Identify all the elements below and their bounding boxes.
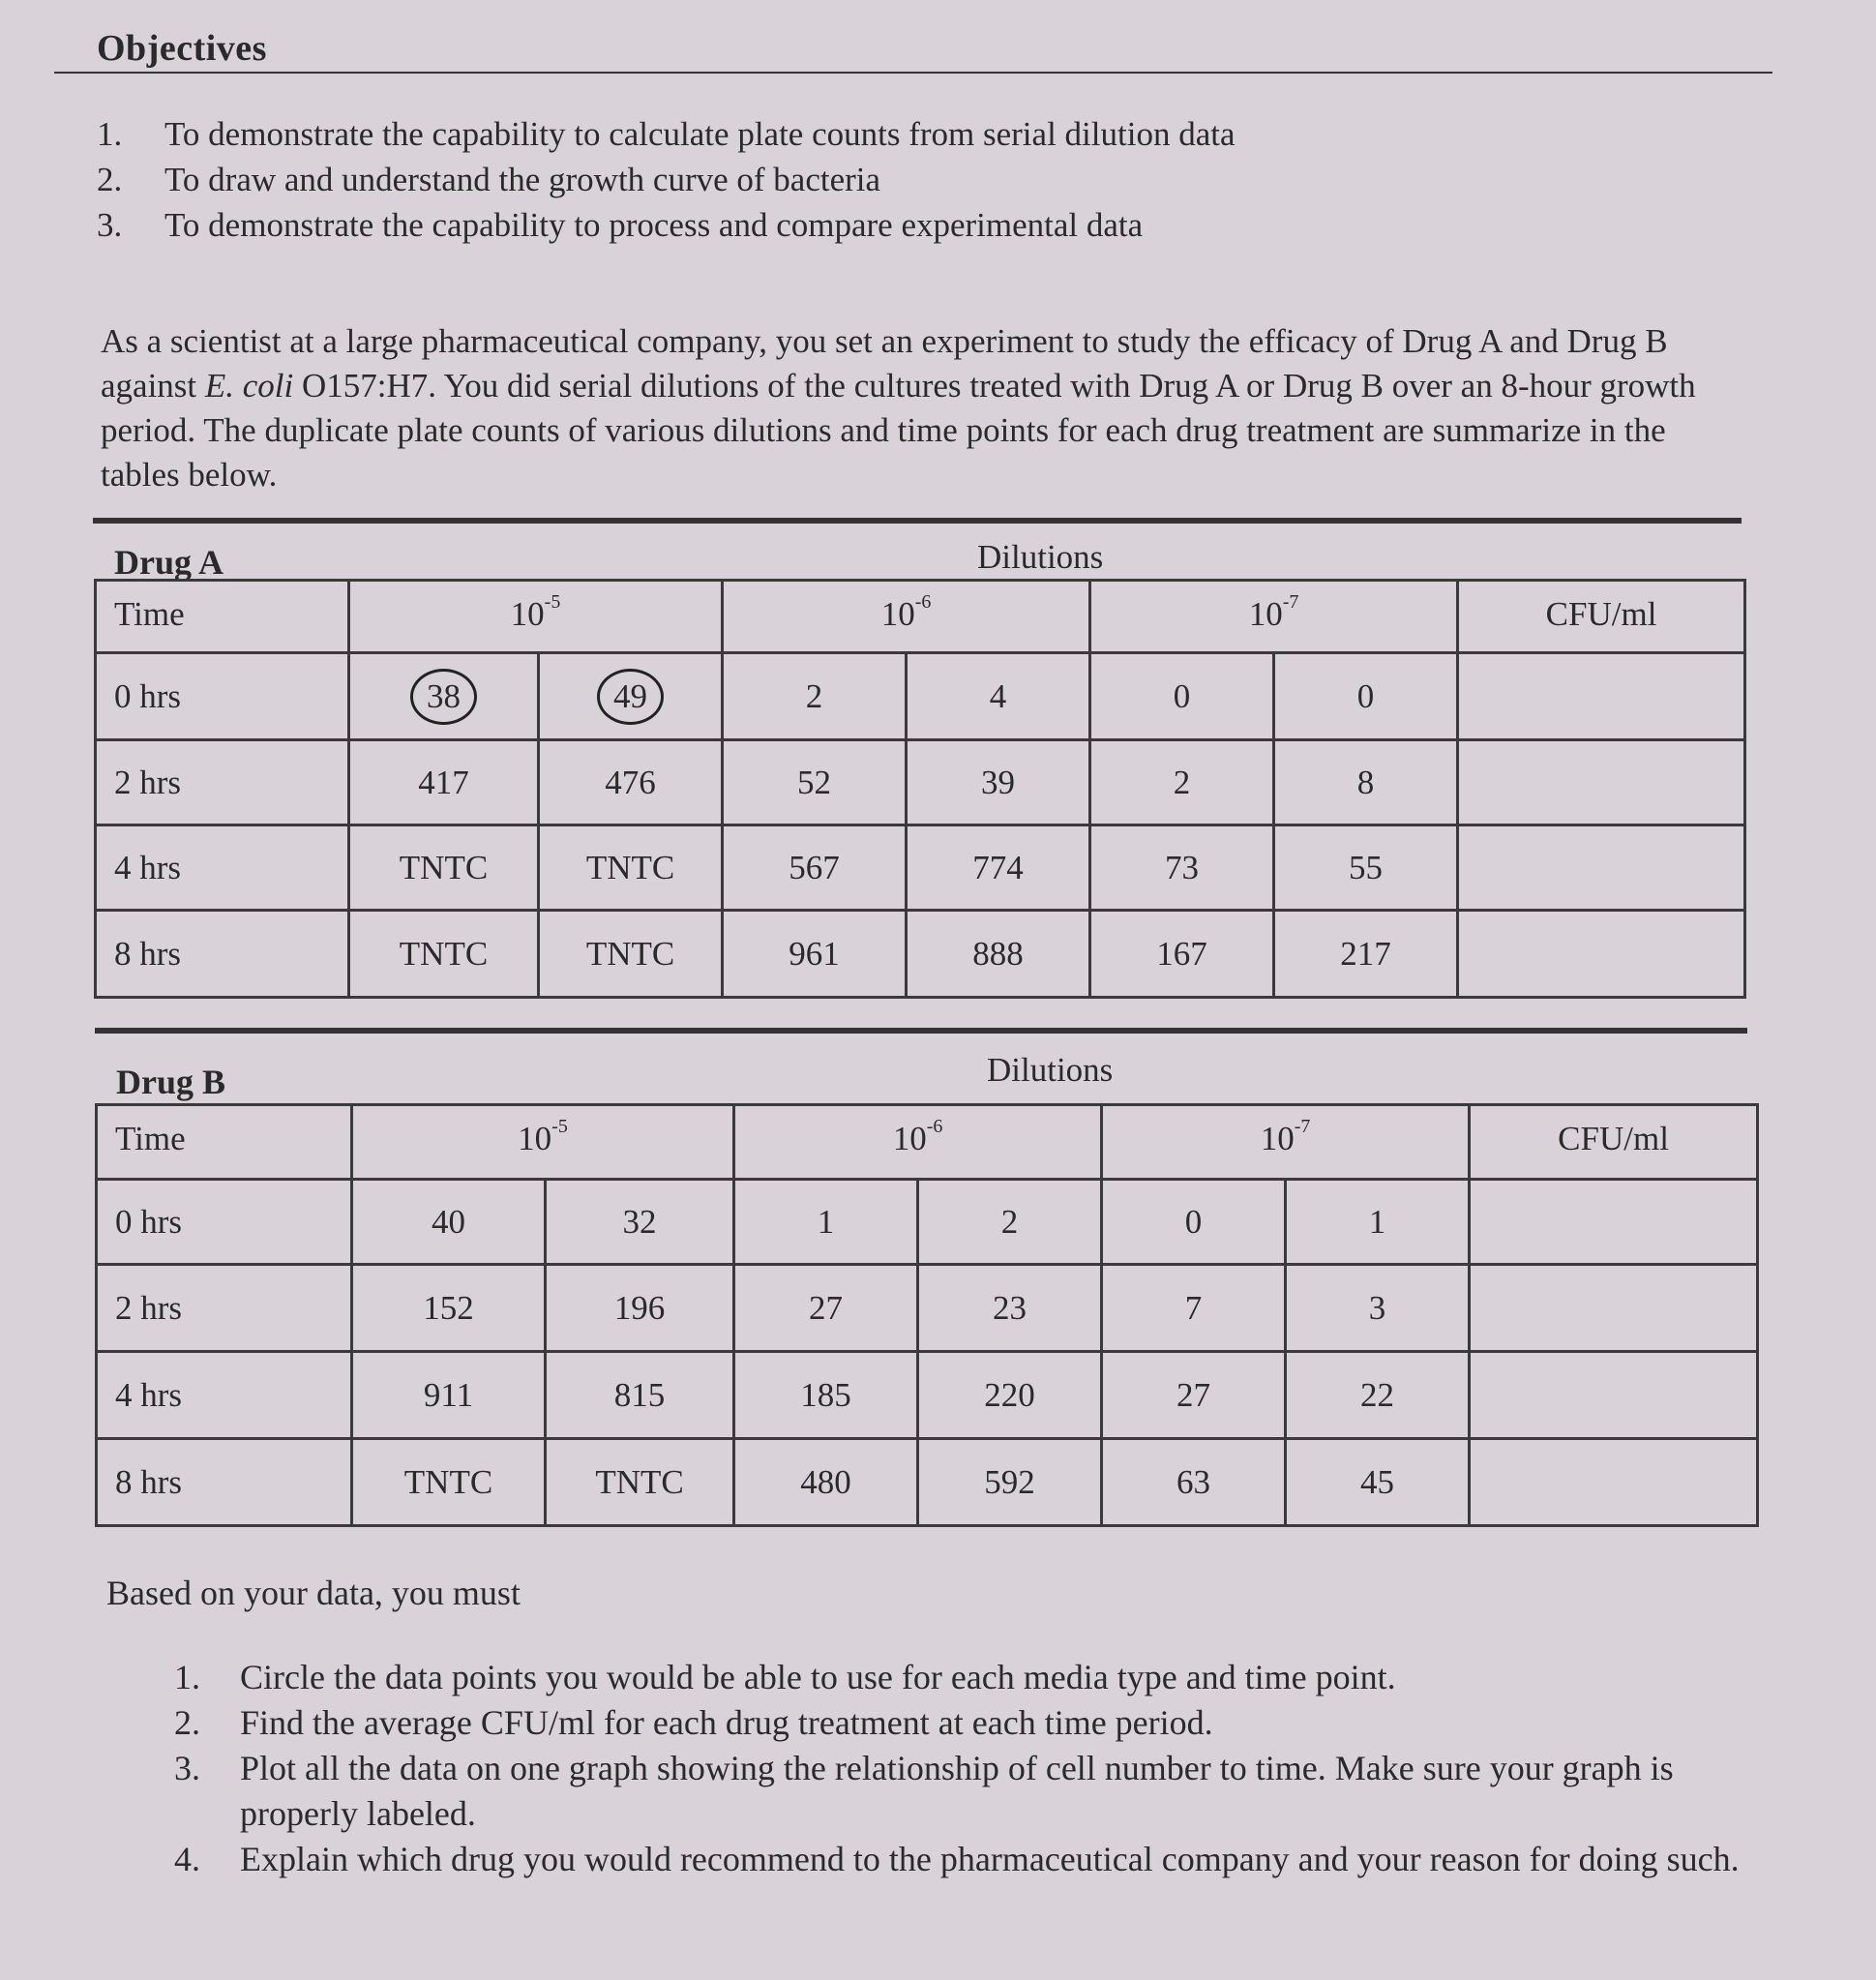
dilution-header-1e-5: $10^{-5}$ — [352, 1105, 734, 1180]
count-cell: 152 — [352, 1265, 546, 1352]
count-cell: 4 — [907, 653, 1090, 740]
table-row — [97, 1265, 1758, 1352]
table-b-top-rule — [95, 1028, 1747, 1034]
count-cell: 774 — [907, 825, 1090, 911]
table-row — [97, 1180, 1758, 1265]
count-cell — [539, 653, 723, 740]
count-cell: 417 — [349, 740, 539, 825]
organism-name: E. coli — [204, 367, 294, 405]
dilution-header-1e-6: $10^{-6}$ — [734, 1105, 1102, 1180]
objective-item: 1. To demonstrate the capability to calculate plate counts from serial dilution data — [97, 115, 1236, 153]
dilution-header-1e-7: $10^{-7}$ — [1102, 1105, 1470, 1180]
count-cell: 55 — [1274, 825, 1458, 911]
task-item: 1. Circle the data points you would be able to use for each media type and time point. — [174, 1658, 1396, 1696]
time-cell: 2 hrs — [97, 1265, 352, 1352]
task-item: 4. Explain which drug you would recommend to the pharmaceutical company and your reason for doing such. — [174, 1840, 1740, 1878]
count-cell: TNTC — [546, 1439, 734, 1526]
count-cell: 185 — [734, 1352, 918, 1439]
count-cell: TNTC — [349, 911, 539, 998]
table-row — [96, 911, 1745, 998]
table-row — [96, 740, 1745, 825]
count-cell: 480 — [734, 1439, 918, 1526]
count-cell: 63 — [1102, 1439, 1286, 1526]
count-cell: 40 — [352, 1180, 546, 1265]
count-cell: 217 — [1274, 911, 1458, 998]
time-cell: 4 hrs — [96, 825, 349, 911]
tasks-list — [174, 1655, 1761, 1882]
objective-item: 2. To draw and understand the growth curve of bacteria — [97, 161, 881, 198]
count-cell: 22 — [1286, 1352, 1470, 1439]
table-b-header-row — [97, 1105, 1758, 1180]
count-cell: 2 — [918, 1180, 1102, 1265]
table-row — [97, 1439, 1758, 1526]
count-cell: 592 — [918, 1439, 1102, 1526]
cfu-header: CFU/ml — [1458, 581, 1745, 653]
count-cell: TNTC — [539, 825, 723, 911]
table-a-top-rule — [93, 518, 1742, 524]
drug-a-table — [94, 579, 1746, 999]
count-cell: TNTC — [352, 1439, 546, 1526]
count-cell: 911 — [352, 1352, 546, 1439]
count-cell: 0 — [1090, 653, 1274, 740]
table-a-title: Drug A — [114, 543, 224, 582]
cfu-cell — [1458, 825, 1745, 911]
count-cell: 961 — [723, 911, 907, 998]
table-row — [97, 1352, 1758, 1439]
dilution-header-1e-6: $10^{-6}$ — [723, 581, 1090, 653]
count-cell: 2 — [723, 653, 907, 740]
count-cell — [349, 653, 539, 740]
task-item: 3. Plot all the data on one graph showing the relationship of cell number to time. Make sure your graph is properly labeled. — [174, 1749, 1674, 1833]
count-cell: 815 — [546, 1352, 734, 1439]
count-cell: 476 — [539, 740, 723, 825]
table-a-dilutions-label: Dilutions — [977, 538, 1104, 576]
circled-count: 49 — [597, 669, 664, 725]
time-cell: 4 hrs — [97, 1352, 352, 1439]
cfu-cell — [1458, 911, 1745, 998]
count-cell: 567 — [723, 825, 907, 911]
dilution-header-1e-7: $10^{-7}$ — [1090, 581, 1458, 653]
count-cell: TNTC — [349, 825, 539, 911]
time-header: Time — [96, 581, 349, 653]
count-cell: 32 — [546, 1180, 734, 1265]
cfu-cell — [1470, 1352, 1758, 1439]
count-cell: 2 — [1090, 740, 1274, 825]
table-b-title: Drug B — [116, 1063, 226, 1101]
time-cell: 8 hrs — [97, 1439, 352, 1526]
cfu-cell — [1458, 653, 1745, 740]
intro-paragraph: As a scientist at a large pharmaceutical company, you set an experiment to study the efficacy of Drug A and Drug B against E. coli O157:H7. You did serial dilutions of the cultures treated with Drug A or Drug B over an 8-hour growth period. The duplicate plate counts of various dilutions and time points for each drug treatment are summarize in the tables below. — [101, 322, 1696, 494]
circled-count: 38 — [410, 669, 477, 725]
count-cell: 220 — [918, 1352, 1102, 1439]
count-cell: 52 — [723, 740, 907, 825]
count-cell: TNTC — [539, 911, 723, 998]
dilution-header-1e-5: $10^{-5}$ — [349, 581, 723, 653]
objectives-heading: Objectives — [97, 28, 267, 69]
cfu-cell — [1470, 1265, 1758, 1352]
cfu-header: CFU/ml — [1470, 1105, 1758, 1180]
cfu-cell — [1470, 1439, 1758, 1526]
count-cell: 7 — [1102, 1265, 1286, 1352]
count-cell: 23 — [918, 1265, 1102, 1352]
time-cell: 0 hrs — [96, 653, 349, 740]
count-cell: 45 — [1286, 1439, 1470, 1526]
count-cell: 888 — [907, 911, 1090, 998]
count-cell: 27 — [734, 1265, 918, 1352]
count-cell: 167 — [1090, 911, 1274, 998]
table-row — [96, 825, 1745, 911]
count-cell: 1 — [734, 1180, 918, 1265]
task-item: 2. Find the average CFU/ml for each drug treatment at each time period. — [174, 1703, 1213, 1742]
count-cell: 27 — [1102, 1352, 1286, 1439]
count-cell: 3 — [1286, 1265, 1470, 1352]
cfu-cell — [1470, 1180, 1758, 1265]
table-a-header-row — [96, 581, 1745, 653]
count-cell: 8 — [1274, 740, 1458, 825]
cfu-cell — [1458, 740, 1745, 825]
count-cell: 0 — [1274, 653, 1458, 740]
time-header: Time — [97, 1105, 352, 1180]
count-cell: 1 — [1286, 1180, 1470, 1265]
count-cell: 73 — [1090, 825, 1274, 911]
time-cell: 8 hrs — [96, 911, 349, 998]
drug-b-table — [95, 1103, 1759, 1527]
time-cell: 2 hrs — [96, 740, 349, 825]
count-cell: 196 — [546, 1265, 734, 1352]
time-cell: 0 hrs — [97, 1180, 352, 1265]
count-cell: 39 — [907, 740, 1090, 825]
table-b-dilutions-label: Dilutions — [987, 1051, 1114, 1089]
table-row — [96, 653, 1745, 740]
tasks-intro: Based on your data, you must — [106, 1574, 521, 1612]
heading-rule — [54, 72, 1772, 74]
count-cell: 0 — [1102, 1180, 1286, 1265]
objectives-list — [97, 111, 1235, 248]
objective-item: 3. To demonstrate the capability to process and compare experimental data — [97, 206, 1144, 244]
